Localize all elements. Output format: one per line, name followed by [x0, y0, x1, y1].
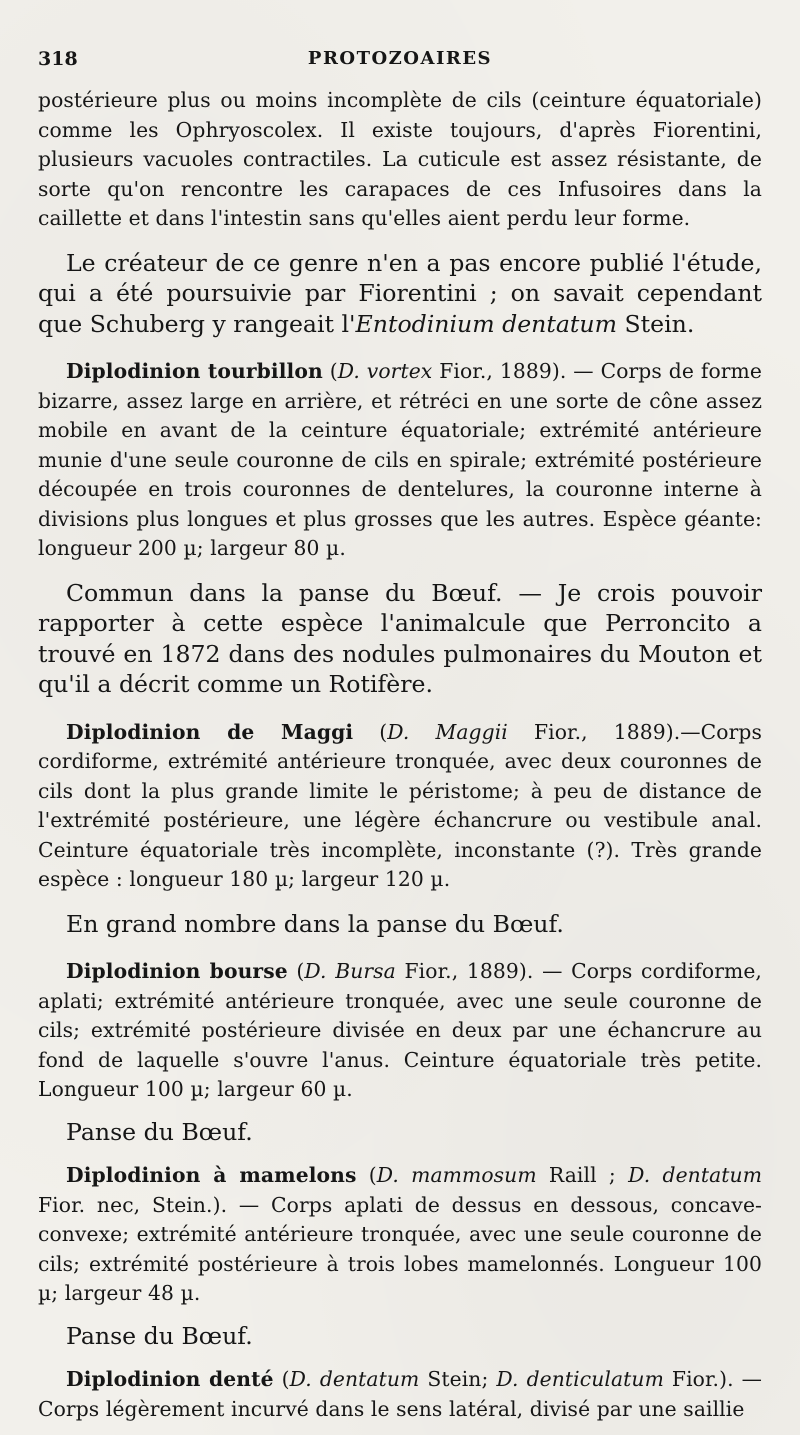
text-run: Le créateur de ce genre n'en a pas encore publié l'étude, qui a été poursuivie par Fiorentini ; on savait cependant que Schuberg y rangeait l': [38, 248, 762, 338]
species-name: Diplodinion à mamelons: [66, 1163, 357, 1187]
paragraph-habitat-maggii: En grand nombre dans la panse du Bœuf.: [66, 909, 564, 938]
text-run: (: [287, 959, 305, 983]
latin-name: D. denticulatum: [496, 1367, 664, 1391]
species-name: Diplodinion de Maggi: [66, 719, 354, 744]
text-run: Fior., 1889).—Corps cordiforme, extrémité antérieure tronquée, avec deux couronnes de cils dont la plus grande limite le péristome; à peu de distance de l'extrémité postérieure, une légère échancrure ou vestibule anal. Ceinture équatoriale très incomplète, inconstante (?). Très grande espèce : longueur 180 µ; largeur 120 µ.: [38, 719, 762, 891]
paragraph-genre-note: [38, 248, 762, 340]
page-number: 318: [38, 48, 78, 70]
paragraph-habitat-vortex: Commun dans la panse du Bœuf. — Je crois pouvoir rapporter à cette espèce l'animalcule que Perroncito a trouvé en 1872 dans des nodules pulmonaires du Mouton et qu'il a décrit comme un Rotifère.: [38, 578, 762, 698]
species-entry-dentatum: [38, 1365, 762, 1424]
text-run: Stein;: [419, 1367, 497, 1391]
latin-name: D. Maggii: [387, 719, 508, 744]
species-name: Diplodinion denté: [66, 1367, 274, 1391]
latin-name: D. dentatum: [628, 1163, 763, 1187]
paragraph-habitat-mammosum: Panse du Bœuf.: [66, 1321, 253, 1350]
text-run: Fior.). — Corps légèrement incurvé dans le sens latéral, divisé par une saillie: [38, 1367, 763, 1421]
species-name: Diplodinion bourse: [66, 959, 288, 983]
text-run: (: [356, 1163, 377, 1187]
running-title: PROTOZOAIRES: [307, 48, 493, 69]
text-run: Raill ;: [536, 1163, 629, 1187]
text-run: Stein.: [616, 309, 695, 338]
text-run: Fior., 1889). — Corps de forme bizarre, assez large en arrière, et rétréci en une sorte de cône assez mobile en avant de la ceinture équatoriale; extrémité antérieure munie d'une seule couronne de cils en spirale; extrémité postérieure découpée en trois couronnes de dentelures, la couronne interne à divisions plus longues et plus grosses que les autres. Espèce géante: longueur 200 µ; largeur 80 µ.: [38, 359, 762, 560]
text-run: Fior., 1889). — Corps cordiforme, aplati; extrémité antérieure tronquée, avec une seule couronne de cils; extrémité postérieure divisée en deux par une échancrure au fond de laquelle s'ouvre l'anus. Ceinture équatoriale très petite. Longueur 100 µ; largeur 60 µ.: [38, 959, 762, 1101]
species-name: Diplodinion tourbillon: [66, 359, 323, 383]
text-run: Fior. nec, Stein.). — Corps aplati de dessus en dessous, concave-convexe; extrémité antérieure tronquée, avec une seule couronne de cils; extrémité postérieure à trois lobes mamelonnés. Longueur 100 µ; largeur 48 µ.: [38, 1192, 762, 1305]
species-entry-maggii: [38, 718, 762, 895]
latin-name: D. Bursa: [304, 959, 396, 983]
paragraph-habitat-bursa: Panse du Bœuf.: [66, 1117, 253, 1146]
running-head: [38, 48, 762, 76]
species-entry-vortex: [38, 357, 762, 564]
species-entry-mammosum: [38, 1161, 762, 1309]
latin-name: D. mammosum: [376, 1163, 537, 1187]
latin-name: D. vortex: [337, 359, 433, 383]
species-entry-bursa: [38, 957, 762, 1105]
text-run: (: [273, 1367, 290, 1391]
text-run: (: [353, 719, 388, 744]
text-run: (: [322, 359, 338, 383]
paragraph-continuation: postérieure plus ou moins incomplète de cils (ceinture équatoriale) comme les Ophryoscolex. Il existe toujours, d'après Fiorentini, plusieurs vacuoles contractiles. La cuticule est assez résistante, de sorte qu'on rencontre les carapaces de ces Infusoires dans la caillette et dans l'intestin sans qu'elles aient perdu leur forme.: [38, 88, 762, 230]
latin-name: Entodinium dentatum: [355, 309, 617, 338]
latin-name: D. dentatum: [289, 1367, 420, 1391]
